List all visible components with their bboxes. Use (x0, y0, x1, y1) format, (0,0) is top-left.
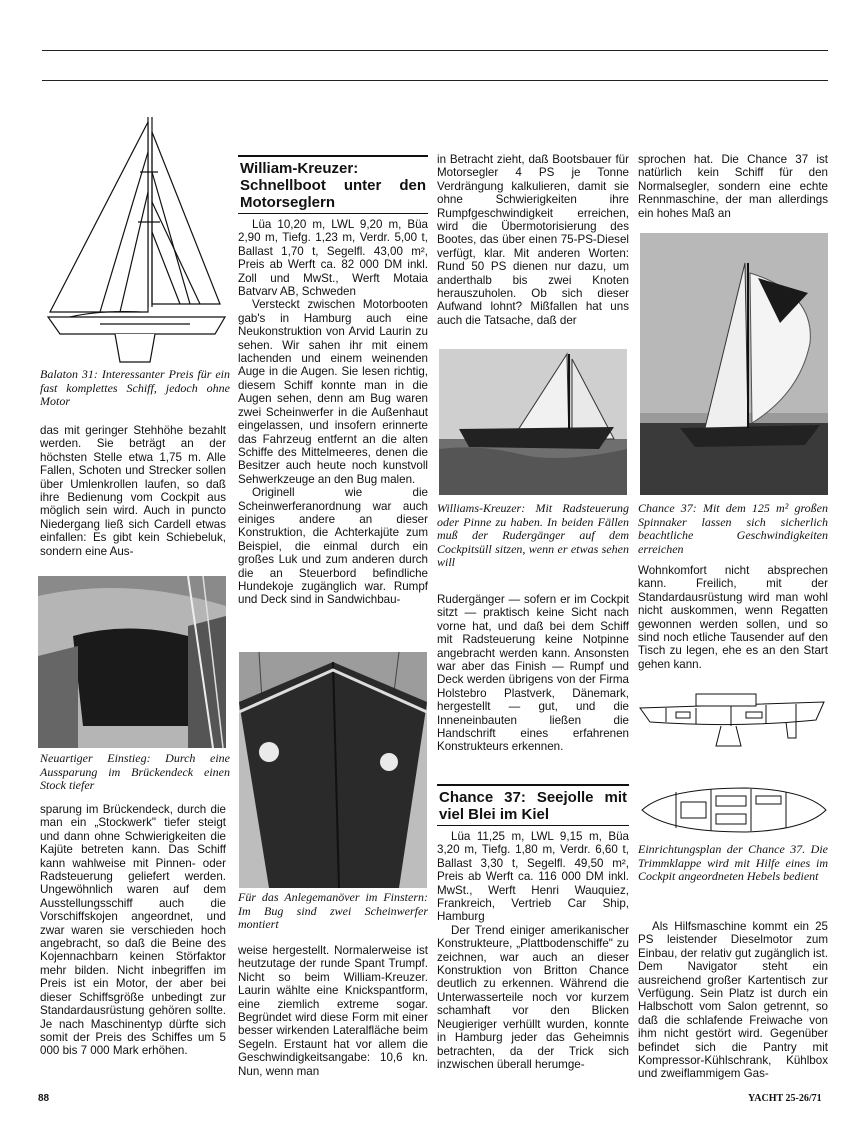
col4-paragraph-1: sprochen hat. Die Chance 37 ist natürlich kein Schiff für den Normalsegler, sondern eine echte Rennmaschine, der man allerdings ein hohes Maß an (638, 153, 828, 220)
col3-paragraph-2: Rudergänger — sofern er im Cockpit sitzt — praktisch keine Sicht nach vorne hat, und daß bei dem Schiff mit Radsteuerung keine Notpinne angebracht werden kann. Ansonsten war aber das Finish — Rumpf und Deck werden übrigens von der Firma Holstebro Plastverk, Dänemark, hergestellt — gut, und die Inneneinbauten ließen die Handschrift eines erfahrenen Konstrukteurs erkennen. (437, 593, 629, 754)
balaton-sailplan-drawing (40, 112, 230, 367)
caption-einrichtungsplan-text: Einrichtungsplan der Chance 37. Die Trimmklappe wird mit Hilfe eines im Cockpit angeordneten Hebels bedient (638, 842, 828, 884)
column-4-text-b (638, 564, 828, 671)
caption-williams (437, 502, 629, 570)
column-3-text-b (437, 593, 629, 754)
caption-anlegemanoever (238, 891, 428, 932)
photo-bow-searchlights (239, 652, 427, 888)
caption-einstieg (40, 752, 230, 793)
page-number: 88 (38, 1093, 50, 1104)
photo-companionway (38, 576, 226, 748)
column-3-text-a (437, 153, 629, 327)
column-4-text-c (638, 920, 828, 1081)
col1-paragraph-2: sparung im Brückendeck, durch die man ein „Stockwerk" tiefer steigt und dann ohne Schwierigkeiten die Kajüte betreten kann. Das Schiff kann wahlweise mit Pinnen- oder Radsteuerung geliefert werden. Ungewöhnlich waren auf dem Ausstellungsschiff auch die Vorschiffskojen angeordnet, und zwar waren sie verschieden hoch angebracht, so daß die Beine des Kojennachbarn keinen Störfaktor mehr bilden. Nicht inbegriffen im Preis ist ein Motor, der aber bei dieser Schiffsgröße unbedingt zur Standardausrüstung gehören sollte. Je nach Maschinentyp dürfte sich somit der Preis des Schiffes um 5 000 bis 7 000 Mark erhöhen. (40, 803, 226, 1058)
column-2-text-b (238, 944, 428, 1078)
column-2-text-a (238, 155, 428, 607)
column-1-text-a (40, 424, 226, 558)
chance-37-side-plan-drawing (636, 680, 830, 750)
col1-paragraph-1: das mit geringer Stehhöhe bezahlt werden. Sie beträgt an der höchsten Stelle etwa 1,75 m. Alle Fallen, Schoten und Strecker sollen über Umlenkrollen laufen, so daß ihre Bedienung vom Cockpit aus möglich sein wird. Auch in puncto Niedergang ließ sich Cardell etwas einfallen: Es gibt kein Schiebeluk, sondern eine Aus- (40, 424, 226, 558)
col4-paragraph-2: Wohnkomfort nicht absprechen kann. Freilich, mit der Standardausrüstung wird man wohl nicht auskommen, wenn Regatten gewonnen werden sollen, und so sind noch etliche Tausender auf den Tisch zu legen, ehe es an den Start gehen kann. (638, 564, 828, 671)
photo-chance-spinnaker (640, 233, 828, 495)
caption-chance-spinnaker-text: Chance 37: Mit dem 125 m² großen Spinnaker lassen sich sicherlich beachtliche Geschwindigkeiten erreichen (638, 501, 828, 556)
col4-paragraph-3: Als Hilfsmaschine kommt ein 25 PS leistender Dieselmotor zum Einbau, der relativ gut zugänglich ist. Dem Navigator steht ein ausreichend großer Kartentisch zur Verfügung. Sein Platz ist durch ein Halbschott vom Salon getrennt, so daß die schlafende Freiwache von ihm nicht gestört wird. Gegenüber befindet sich die Pantry mit Kompressor-Kühlschrank, Kühlbox und zweiflammigem Gas- (638, 920, 828, 1081)
top-rule (42, 50, 828, 51)
second-rule (42, 80, 828, 81)
chance-37-deck-plan-drawing (636, 782, 830, 838)
col3-paragraph-3: Der Trend einiger amerikanischer Konstrukteure, „Plattbodenschiffe" zu zeichnen, war auch an dieser Konstruktion von Britton Chance deutlich zu erkennen. Während die Unterwasserteile noch vor kurzem schamhaft vor den Blicken Neugieriger verhüllt wurden, konnte in Hamburg jeder das Geheimnis betrachten, da der Trick sich inzwischen überall herumge- (437, 923, 629, 1071)
col2-paragraph-2: Originell wie die Scheinwerferanordnung war auch einiges andere an dieser Konstruktion, die Achterkajüte zum Beispiel, die einmal durch ein großes Luk und zum anderen durch die an Steuerbord befindliche Hundekoje zugänglich war. Rumpf und Deck sind in Sandwichbau- (238, 486, 428, 607)
headline-william-kreuzer: William-Kreuzer: Schnellboot unter den Motorseglern (238, 155, 428, 214)
column-3-text-c (437, 784, 629, 1071)
caption-anlegemanoever-text: Für das Anlegemanöver im Finstern: Im Bug sind zwei Scheinwerfer montiert (238, 890, 428, 932)
column-4-text-a (638, 153, 828, 220)
column-1-text-b (40, 803, 226, 1058)
caption-williams-text: Williams-Kreuzer: Mit Radsteuerung oder Pinne zu haben. In beiden Fällen muß der Rudergänger auf dem Cockpitsüll sitzen, wenn er etwas sehen will (437, 501, 629, 570)
col3-paragraph-1: in Betracht zieht, daß Bootsbauer für Motorsegler 4 PS je Tonne Verdrängung kalkulieren, damit sie ohne Schwierigkeiten ihre Rumpfgeschwindigkeit erreichen, wird die Übermotorisierung des Bootes, das über einen 75-PS-Diesel verfügt, klar. Mit anderen Worten: Rund 50 PS dienen nur dazu, um anderthalb bis zwei Knoten herauszuholen. Ob sich dieser Aufwand lohnt? Mißfallen hat uns auch die Tatsache, daß der (437, 153, 629, 327)
caption-einstieg-text: Neuartiger Einstieg: Durch eine Aussparung im Brückendeck einen Stock tiefer (40, 751, 230, 793)
caption-balaton (40, 368, 230, 409)
col2-specs: Lüa 10,20 m, LWL 9,20 m, Büa 2,90 m, Tiefg. 1,23 m, Verdr. 5,00 t, Ballast 1,70 t, Segelfl. 43,00 m², Preis ab Werft ca. 82 000 DM inkl. Zoll und MwSt., Werft Motaia Batvarv AB, Schweden (238, 218, 428, 299)
col2-paragraph-3: weise hergestellt. Normalerweise ist heutzutage der runde Spant Trumpf. Nicht so beim William-Kreuzer. Laurin wählte eine Knickspantform, eine ziemlich extreme sogar. Begründet wird diese Form mit einer besser wirkenden Lateralfläche beim Segeln. Erstaunt hat vor allem die Geschwindigkeitsangabe: 10,6 kn. Nun, wenn man (238, 944, 428, 1078)
photo-williams-kreuzer (439, 349, 627, 495)
col2-paragraph-1: Versteckt zwischen Motorbooten gab's in Hamburg auch eine Neukonstruktion von Arvid Laurin zu sehen. Wir sahen ihr mit einem lachenden und einem weinenden Auge in die Augen. Sie lesen richtig, diesem Schiff konnte man in die Augen sehen, denn am Bug waren zwei Scheinwerfer in die Außenhaut eingelassen, und insofern erinnerte das Fahrzeug entfernt an die alten Schiffe des Mittelmeeres, denen die Besitzer auch heute noch kunstvoll Sehwerkzeuge an den Bug malen. (238, 298, 428, 486)
caption-balaton-text: Balaton 31: Interessanter Preis für ein fast komplettes Schiff, jedoch ohne Motor (40, 367, 230, 409)
magazine-issue: YACHT 25-26/71 (748, 1093, 822, 1104)
caption-einrichtungsplan (638, 843, 828, 884)
caption-chance-spinnaker (638, 502, 828, 556)
col3-specs: Lüa 11,25 m, LWL 9,15 m, Büa 3,20 m, Tiefg. 1,80 m, Verdr. 6,60 t, Ballast 3,30 t, Segelfl. 49,50 m², Preis ab Werft ca. 116 000 DM inkl. MwSt., Werft Henri Wauquiez, Frankreich, Vertrieb Car Ship, Hamburg (437, 830, 629, 924)
headline-chance-37: Chance 37: Seejolle mit viel Blei im Kiel (437, 784, 629, 826)
